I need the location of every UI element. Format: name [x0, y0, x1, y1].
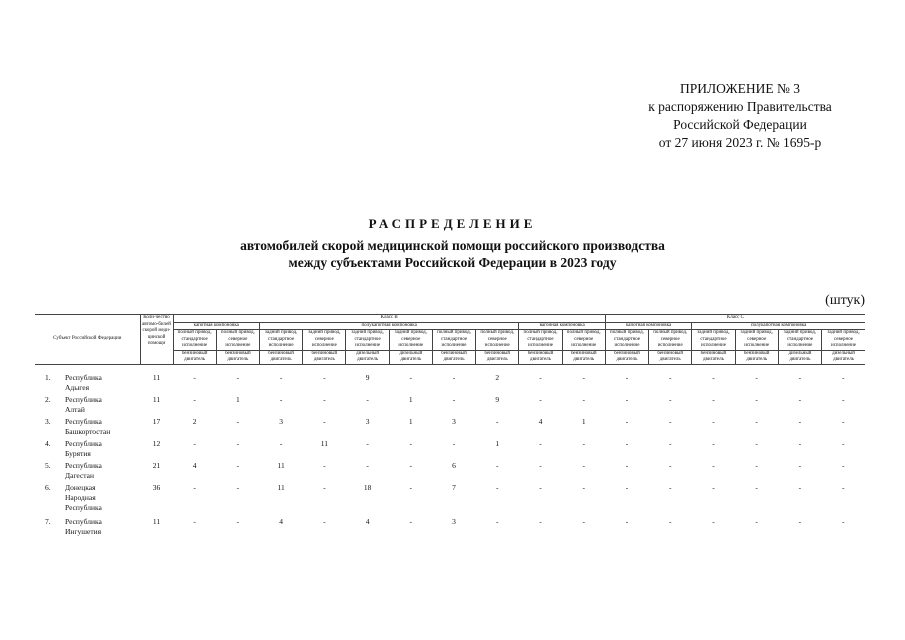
row-value: - [842, 438, 845, 448]
row-value: - [625, 482, 629, 492]
row-value: - [712, 394, 715, 404]
row-value: - [539, 460, 542, 470]
row-value: - [842, 394, 845, 404]
row-value: - [323, 460, 326, 470]
table-body [35, 364, 865, 537]
row-value: - [625, 372, 629, 382]
row-value: - [236, 438, 240, 448]
row-value: - [193, 394, 196, 404]
row-value: - [193, 482, 196, 492]
row-subject [65, 459, 140, 481]
header-layout: капотная компоновка [173, 322, 259, 330]
row-count: 17 [152, 416, 161, 426]
row-value: - [279, 394, 283, 404]
row-value: 7 [452, 482, 456, 492]
header-layout: полукапотная компоновка [692, 322, 865, 330]
subject-line: Республика [65, 438, 102, 448]
row-value: - [582, 482, 585, 492]
subject-line: Республика [65, 502, 102, 512]
header-engine: бензиновый двигатель [692, 350, 735, 364]
subject-line: Республика [65, 460, 102, 470]
row-value: - [409, 482, 413, 492]
header-drive: полный привод, северное исполнение [649, 330, 692, 351]
header-engine: дизельный двигатель [346, 350, 389, 364]
header-engine: дизельный двигатель [389, 350, 432, 364]
header-layout: вагонная компоновка [519, 322, 605, 330]
subject-line: Дагестан [65, 470, 94, 480]
row-value: - [323, 416, 326, 426]
row-value: - [668, 460, 672, 470]
row-value: 18 [363, 482, 372, 492]
row-value: - [366, 460, 369, 470]
row-value: - [625, 416, 629, 426]
row-number: 6. [45, 482, 51, 492]
row-value: - [668, 438, 672, 448]
row-value: - [236, 460, 240, 470]
row-value: - [798, 438, 802, 448]
row-value: - [842, 460, 845, 470]
header-count: Коли-чество автомо-билей скорой меди-цинской помощи [140, 315, 173, 365]
header-engine: бензиновый двигатель [432, 350, 475, 364]
row-value: - [409, 372, 413, 382]
row-value: - [668, 516, 672, 526]
table-row [35, 459, 865, 481]
row-count: 12 [152, 438, 161, 448]
table-row [35, 364, 865, 393]
row-value: 3 [365, 416, 370, 426]
row-value: - [539, 482, 542, 492]
row-value: - [582, 372, 585, 382]
row-value: - [236, 516, 240, 526]
header-engine: бензиновый двигатель [173, 350, 216, 364]
row-value: - [625, 394, 629, 404]
header-drive: полный привод, стандартное исполнение [432, 330, 475, 351]
row-value: - [625, 516, 629, 526]
row-value: 1 [408, 416, 413, 426]
row-subject [65, 415, 140, 437]
row-value: - [798, 372, 802, 382]
row-value: - [842, 416, 845, 426]
row-value: - [712, 438, 715, 448]
header-drive: задний привод, стандартное исполнение [259, 330, 302, 351]
header-drive: полный привод, стандартное исполнение [519, 330, 562, 351]
appendix-date: от 27 июня 2023 г. № 1695-р [658, 135, 822, 150]
row-value: - [582, 438, 585, 448]
header-drive: задний привод, стандартное исполнение [692, 330, 735, 351]
row-value: - [755, 394, 758, 404]
row-value: - [452, 394, 456, 404]
distribution-table-wrap [35, 314, 865, 537]
header-engine: бензиновый двигатель [476, 350, 519, 364]
row-value: - [668, 372, 672, 382]
row-value: - [755, 372, 758, 382]
row-value: - [496, 416, 499, 426]
row-value: - [323, 482, 326, 492]
row-number: 1. [45, 372, 51, 382]
table-row [35, 437, 865, 459]
row-value: - [193, 516, 196, 526]
row-value: - [712, 482, 715, 492]
row-value: - [452, 372, 456, 382]
row-value: - [798, 482, 802, 492]
header-class-b: Класс В [173, 315, 605, 323]
row-subject [65, 364, 140, 393]
subject-line: Республика [65, 372, 102, 382]
row-number: 5. [45, 460, 51, 470]
row-value: - [842, 516, 845, 526]
row-value: 4 [279, 516, 283, 526]
row-value: 1 [235, 394, 240, 404]
header-drive: задний привод, стандартное исполнение [778, 330, 821, 351]
row-value: - [668, 394, 672, 404]
row-value: 11 [277, 482, 285, 492]
header-engine: бензиновый двигатель [562, 350, 605, 364]
subtitle-line: автомобилей скорой медицинской помощи российского производства [240, 238, 665, 253]
header-engine: бензиновый двигатель [259, 350, 302, 364]
subject-line: Донецкая [65, 482, 96, 492]
row-value: - [755, 416, 758, 426]
header-row-classes [35, 315, 865, 323]
row-value: - [755, 460, 758, 470]
row-count: 11 [152, 394, 161, 404]
row-value: - [712, 416, 715, 426]
row-value: 3 [452, 516, 456, 526]
row-subject [65, 481, 140, 515]
row-value: 9 [365, 372, 370, 382]
row-number: 7. [45, 516, 51, 526]
row-subject [65, 515, 140, 537]
row-value: - [539, 372, 542, 382]
row-number: 4. [45, 438, 51, 448]
appendix-ref: Российской Федерации [673, 117, 807, 132]
header-engine: бензиновый двигатель [649, 350, 692, 364]
row-value: - [712, 460, 715, 470]
row-value: 11 [277, 460, 285, 470]
subject-line: Башкортостан [65, 426, 111, 436]
subject-line: Республика [65, 516, 102, 526]
subject-line: Алтай [65, 404, 85, 414]
row-value: 9 [495, 394, 500, 404]
row-value: - [193, 438, 196, 448]
subject-line: Ингушетия [65, 526, 102, 536]
header-drive: полный привод, стандартное исполнение [605, 330, 648, 351]
row-value: - [193, 372, 196, 382]
row-value: - [323, 394, 326, 404]
row-value: - [625, 460, 629, 470]
table-row [35, 481, 865, 515]
header-layout: полукапотная компоновка [259, 322, 518, 330]
header-drive: задний привод, северное исполнение [735, 330, 778, 351]
header-drive: полный привод, северное исполнение [562, 330, 605, 351]
row-count: 36 [152, 482, 161, 492]
table-row [35, 515, 865, 537]
row-value: - [582, 516, 585, 526]
row-count: 21 [152, 460, 161, 470]
row-value: - [409, 516, 413, 526]
row-value: - [236, 416, 240, 426]
row-value: - [842, 372, 845, 382]
row-value: - [668, 416, 672, 426]
row-value: - [798, 394, 802, 404]
row-number: 3. [45, 416, 51, 426]
row-value: 4 [538, 416, 543, 426]
header-drive: полный привод, северное исполнение [476, 330, 519, 351]
row-value: 2 [192, 416, 197, 426]
subject-line: Адыгея [65, 382, 90, 392]
row-value: - [496, 460, 499, 470]
row-value: - [582, 394, 585, 404]
row-value: - [539, 516, 542, 526]
row-count: 11 [152, 516, 161, 526]
row-value: - [409, 460, 413, 470]
header-drive: задний привод, стандартное исполнение [346, 330, 389, 351]
header-drive: полный привод, северное исполнение [216, 330, 259, 351]
row-value: - [798, 516, 802, 526]
row-value: - [668, 482, 672, 492]
header-layout: капотная компоновка [605, 322, 691, 330]
row-value: - [366, 438, 369, 448]
row-value: - [409, 438, 413, 448]
appendix-ref: к распоряжению Правительства [648, 99, 832, 114]
row-value: - [323, 516, 326, 526]
row-value: - [539, 438, 542, 448]
unit-label: (штук) [825, 293, 865, 308]
subject-line: Республика [65, 416, 102, 426]
row-number: 2. [45, 394, 51, 404]
distribution-table [35, 314, 865, 537]
row-value: 1 [495, 438, 500, 448]
row-value: - [712, 372, 715, 382]
header-drive: задний привод, северное исполнение [389, 330, 432, 351]
row-value: - [496, 482, 499, 492]
row-value: - [452, 438, 456, 448]
row-value: 4 [365, 516, 370, 526]
row-value: - [366, 394, 369, 404]
row-value: - [582, 460, 585, 470]
header-drive: полный привод, стандартное исполнение [173, 330, 216, 351]
subject-line: Республика [65, 394, 102, 404]
row-value: 3 [452, 416, 456, 426]
row-subject [65, 393, 140, 415]
row-value: - [798, 416, 802, 426]
header-engine: бензиновый двигатель [303, 350, 346, 364]
appendix-block [610, 80, 870, 152]
row-value: - [539, 394, 542, 404]
row-value: 3 [279, 416, 283, 426]
row-value: - [842, 482, 845, 492]
header-class-c: Класс С [605, 315, 865, 323]
row-value: - [236, 482, 240, 492]
header-drive: задний привод, северное исполнение [303, 330, 346, 351]
row-value: - [798, 460, 802, 470]
subtitle-line: между субъектами Российской Федерации в 2023 году [288, 255, 617, 270]
row-value: - [279, 372, 283, 382]
header-engine: бензиновый двигатель [605, 350, 648, 364]
row-value: 6 [452, 460, 456, 470]
header-engine: бензиновый двигатель [216, 350, 259, 364]
subject-line: Бурятия [65, 448, 91, 458]
row-subject [65, 437, 140, 459]
row-value: 11 [320, 438, 328, 448]
header-engine: бензиновый двигатель [735, 350, 778, 364]
row-value: - [755, 438, 758, 448]
row-value: 1 [581, 416, 586, 426]
row-value: - [755, 516, 758, 526]
header-drive: задний привод, северное исполнение [822, 330, 865, 351]
row-value: - [323, 372, 326, 382]
row-value: 4 [192, 460, 197, 470]
row-value: - [712, 516, 715, 526]
row-value: - [755, 482, 758, 492]
row-value: - [496, 516, 499, 526]
row-value: - [236, 372, 240, 382]
table-row [35, 393, 865, 415]
document-title: РАСПРЕДЕЛЕНИЕ [368, 216, 537, 231]
row-value: - [279, 438, 283, 448]
table-row [35, 415, 865, 437]
row-value: - [625, 438, 629, 448]
header-engine: дизельный двигатель [778, 350, 821, 364]
row-value: 2 [495, 372, 500, 382]
header-engine: бензиновый двигатель [519, 350, 562, 364]
appendix-label: ПРИЛОЖЕНИЕ № 3 [679, 81, 801, 96]
row-value: 1 [408, 394, 413, 404]
header-subject: Субъект Российской Федерации [35, 315, 140, 365]
document-subtitle [0, 237, 905, 271]
header-engine: дизельный двигатель [822, 350, 865, 364]
row-count: 11 [152, 372, 161, 382]
subject-line: Народная [65, 492, 96, 502]
